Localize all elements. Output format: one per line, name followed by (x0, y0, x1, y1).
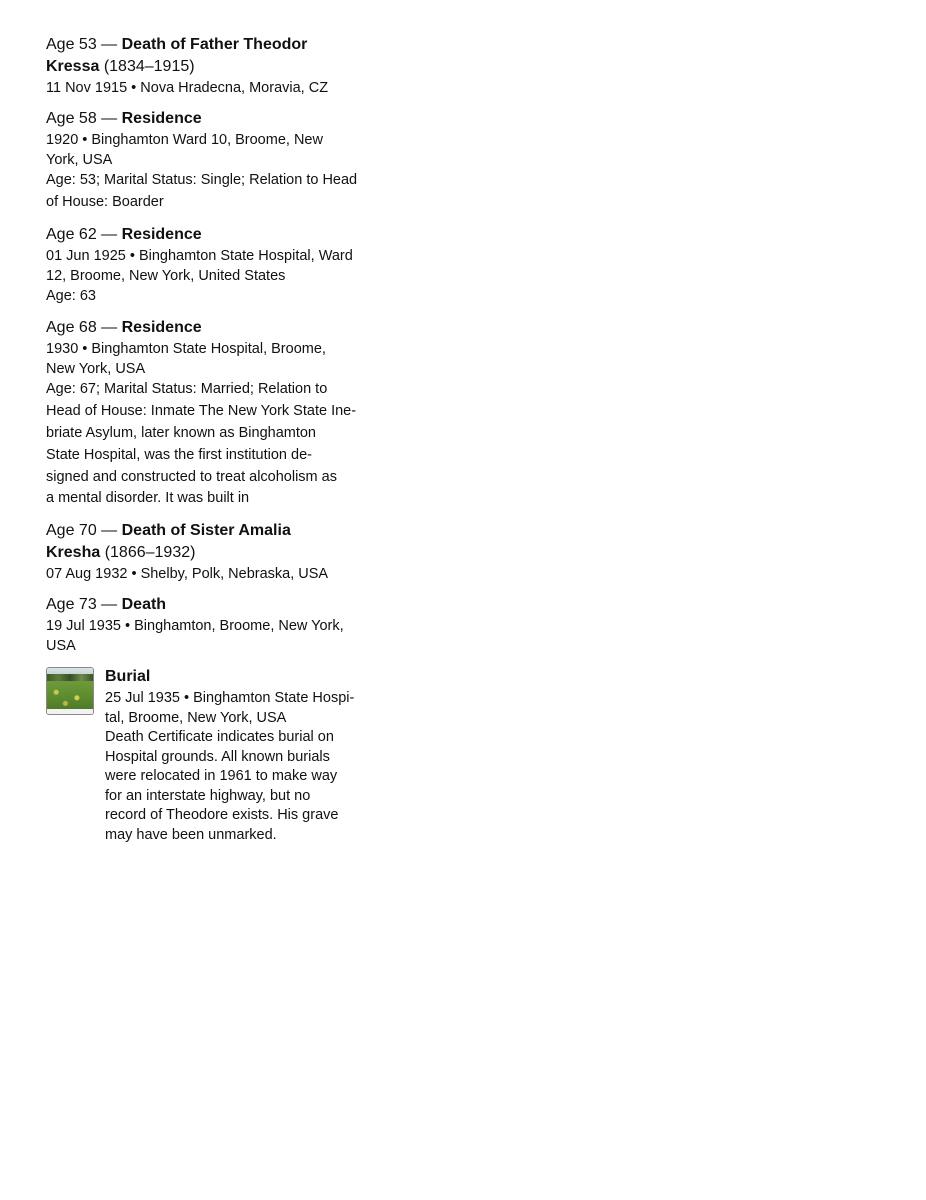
event-note-line: may have been unmarked. (105, 826, 277, 843)
event-note-line: signed and constructed to treat alcoholism as (46, 468, 337, 485)
timeline-event-residence-1925 (46, 224, 360, 308)
event-age: Age 62 — (46, 225, 118, 243)
event-title: Residence (121, 319, 202, 337)
event-life-dates: (1866–1932) (104, 544, 196, 562)
timeline-event-residence-1920 (46, 108, 360, 214)
event-life-dates: (1834–1915) (103, 58, 195, 75)
event-date-place-continued: 12, Broome, New York, United States (46, 267, 286, 284)
event-date-place-continued: USA (46, 638, 76, 655)
life-timeline (46, 34, 360, 845)
event-date-place-continued: York, USA (46, 152, 113, 168)
timeline-event-burial (46, 666, 360, 845)
event-age: Age 73 — (46, 596, 118, 614)
event-date-place: 07 Aug 1932 • Shelby, Polk, Nebraska, USA (46, 566, 329, 583)
event-note: Age: 53; Marital Status: Single; Relation to Head (46, 172, 358, 188)
event-date-place: 19 Jul 1935 • Binghamton, Broome, New York, (46, 618, 344, 635)
event-title: Burial (105, 668, 151, 686)
event-title: Death (121, 596, 167, 614)
event-title: Residence (121, 110, 202, 127)
event-date-place-continued: New York, USA (46, 361, 146, 378)
event-title[interactable]: Death of Sister Amalia (121, 522, 291, 540)
event-note-line: a mental disorder. It was built in (46, 490, 250, 507)
event-date-place: 01 Jun 1925 • Binghamton State Hospital, Ward (46, 247, 353, 264)
event-age: Age 70 — (46, 522, 118, 540)
timeline-event-sister-death (46, 520, 360, 584)
event-note-line: Death Certificate indicates burial on (105, 729, 334, 746)
event-note-line: briate Asylum, later known as Binghamton (46, 424, 316, 441)
event-age: Age 58 — (46, 110, 118, 127)
event-note-line: for an interstate highway, but no (105, 787, 311, 804)
event-note-line: Hospital grounds. All known burials (105, 748, 330, 765)
event-age: Age 53 — (46, 36, 118, 53)
event-note-line: Age: 67; Marital Status: Married; Relation to (46, 381, 328, 398)
event-age: Age 68 — (46, 319, 118, 337)
event-note-continued: of House: Boarder (46, 193, 164, 210)
event-note-line: record of Theodore exists. His grave (105, 807, 339, 824)
event-title[interactable]: Death of Father Theodor (121, 36, 308, 53)
event-note-line: State Hospital, was the first institution de- (46, 446, 312, 463)
cemetery-photo-thumbnail[interactable] (46, 667, 94, 715)
event-title: Residence (121, 225, 202, 243)
timeline-event-father-death (46, 34, 360, 98)
event-date-place: 11 Nov 1915 • Nova Hradecna, Moravia, CZ (46, 80, 329, 96)
event-note: Age: 63 (46, 287, 96, 304)
timeline-event-death (46, 594, 360, 656)
timeline-event-residence-1930 (46, 317, 360, 510)
event-date-place: 1930 • Binghamton State Hospital, Broome, (46, 341, 326, 358)
event-date-place: 25 Jul 1935 • Binghamton State Hospi- (105, 690, 355, 707)
event-title-continued[interactable]: Kressa (46, 58, 100, 75)
event-date-place-continued: tal, Broome, New York, USA (105, 710, 287, 727)
event-date-place: 1920 • Binghamton Ward 10, Broome, New (46, 132, 323, 148)
event-title-continued[interactable]: Kresha (46, 544, 101, 562)
event-note-line: were relocated in 1961 to make way (105, 768, 338, 785)
event-note-line: Head of House: Inmate The New York State Ine- (46, 403, 357, 420)
